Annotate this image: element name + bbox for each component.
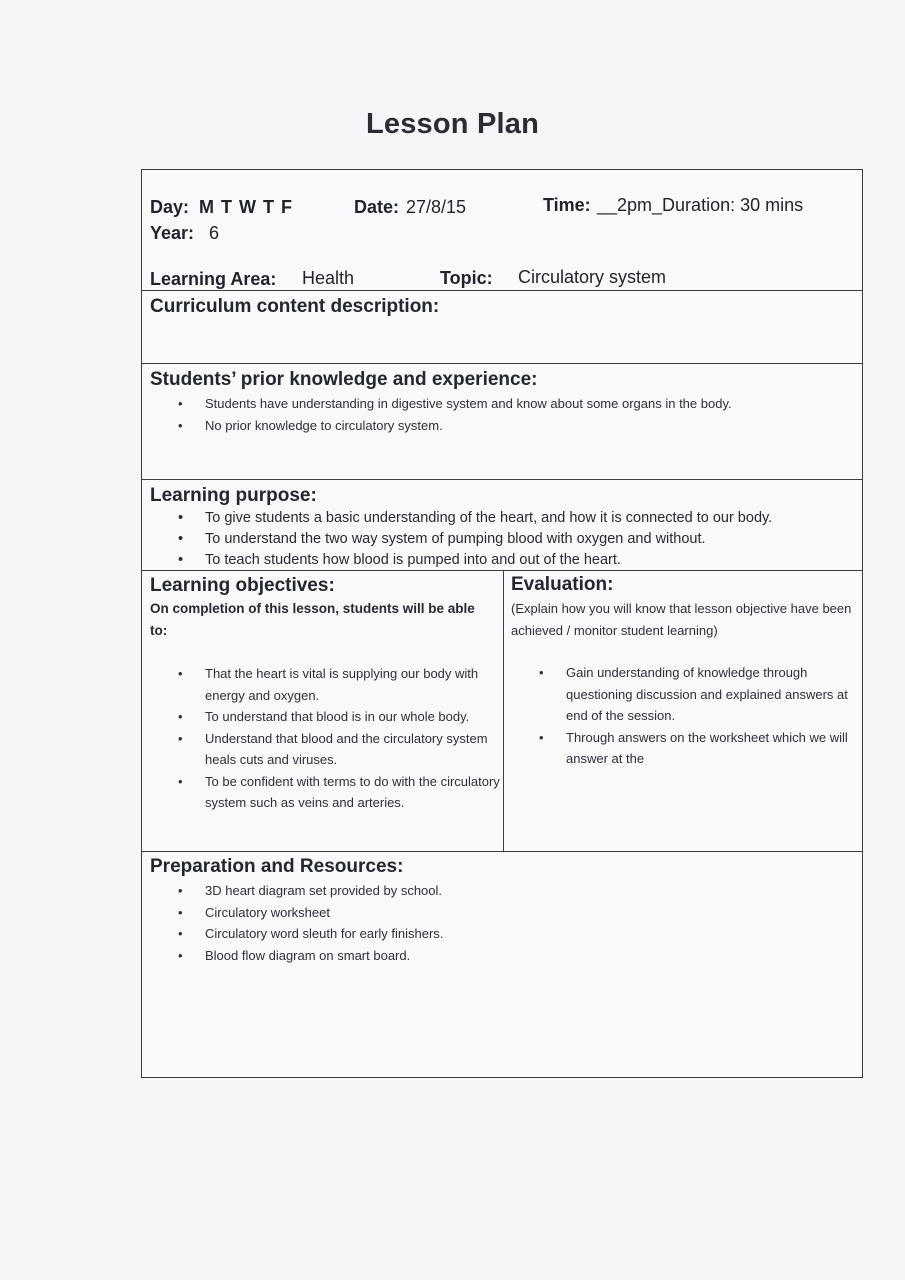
list-item [150, 550, 772, 571]
time-value: __2pm_Duration: 30 mins [597, 195, 804, 215]
list-item [150, 728, 500, 771]
list-item-text: Understand that blood and the circulatory system heals cuts and viruses. [205, 730, 488, 767]
bullet-icon: • [539, 729, 544, 745]
objectives-heading: Learning objectives: [150, 575, 335, 596]
bullet-icon: • [178, 730, 183, 746]
list-item-text: Gain understanding of knowledge through questioning discussion and explained answers at end of the session. [566, 665, 848, 723]
lesson-plan-form [141, 169, 863, 1078]
list-item [150, 393, 732, 415]
list-item-text: Circulatory worksheet [205, 904, 330, 920]
list-item-text: To teach students how blood is pumped into and out of the heart. [205, 552, 621, 568]
time-label: Time: [543, 195, 591, 215]
learning-purpose-heading: Learning purpose: [150, 485, 317, 506]
list-item-text: To understand the two way system of pumping blood with oxygen and without. [205, 531, 706, 547]
list-item [150, 771, 500, 814]
list-item-text: No prior knowledge to circulatory system. [205, 417, 443, 433]
list-item-text: To give students a basic understanding of the heart, and how it is connected to our body. [205, 510, 773, 526]
list-item [511, 662, 853, 727]
list-item [150, 902, 443, 924]
list-item [150, 508, 772, 529]
resources-list [150, 880, 443, 966]
bullet-icon: • [178, 883, 183, 898]
topic-value: Circulatory system [518, 267, 667, 287]
list-item-text: To understand that blood is in our whole body. [205, 709, 470, 724]
divider [142, 851, 862, 852]
learning-area-label: Learning Area: [150, 269, 277, 289]
divider [142, 570, 862, 571]
page-title: Lesson Plan [365, 108, 540, 140]
bullet-icon: • [178, 552, 184, 568]
list-item [150, 529, 772, 550]
prior-knowledge-heading: Students’ prior knowledge and experience: [150, 369, 538, 390]
learning-area-value: Health [302, 268, 355, 288]
bullet-icon: • [178, 947, 183, 963]
day-value: M T W T F [199, 197, 293, 217]
bullet-icon: • [178, 709, 183, 724]
list-item-text: That the heart is vital is supplying our body with energy and oxygen. [205, 666, 479, 703]
prior-knowledge-list [150, 393, 732, 436]
list-item-text: Through answers on the worksheet which we will answer at the [566, 729, 848, 766]
bullet-icon: • [178, 417, 183, 433]
list-item [150, 880, 443, 902]
year-value: 6 [209, 223, 220, 243]
year-label: Year: [150, 223, 195, 243]
column-divider [503, 570, 504, 851]
list-item [150, 415, 732, 437]
evaluation-list [511, 662, 853, 770]
date-label: Date: [354, 197, 400, 217]
learning-purpose-list [150, 508, 772, 571]
bullet-icon: • [178, 904, 183, 920]
list-item-text: Students have understanding in digestive system and know about some organs in the body. [205, 396, 732, 411]
list-item [511, 727, 853, 770]
divider [142, 479, 862, 480]
bullet-icon: • [178, 926, 183, 941]
topic-label: Topic: [440, 268, 493, 288]
divider [142, 290, 862, 291]
day-label: Day: [150, 197, 190, 217]
resources-heading: Preparation and Resources: [150, 856, 404, 877]
divider [142, 363, 862, 364]
curriculum-heading: Curriculum content description: [150, 296, 440, 317]
evaluation-heading: Evaluation: [511, 574, 614, 595]
bullet-icon: • [539, 665, 544, 680]
list-item-text: Blood flow diagram on smart board. [205, 947, 411, 963]
evaluation-intro: (Explain how you will know that lesson objective have been achieved / monitor student learning) [511, 601, 852, 638]
objectives-list [150, 663, 500, 814]
objectives-intro: On completion of this lesson, students will be able to: [150, 601, 475, 638]
date-value: 27/8/15 [406, 197, 467, 217]
list-item [150, 663, 500, 706]
list-item-text: 3D heart diagram set provided by school. [205, 883, 443, 898]
list-item [150, 923, 443, 945]
list-item-text: To be confident with terms to do with the circulatory system such as veins and arteries. [205, 773, 500, 810]
bullet-icon: • [178, 510, 184, 526]
bullet-icon: • [178, 531, 184, 547]
list-item-text: Circulatory word sleuth for early finishers. [205, 926, 444, 941]
bullet-icon: • [178, 396, 183, 411]
list-item [150, 945, 443, 967]
bullet-icon: • [178, 666, 183, 681]
list-item [150, 706, 500, 728]
bullet-icon: • [178, 773, 183, 789]
